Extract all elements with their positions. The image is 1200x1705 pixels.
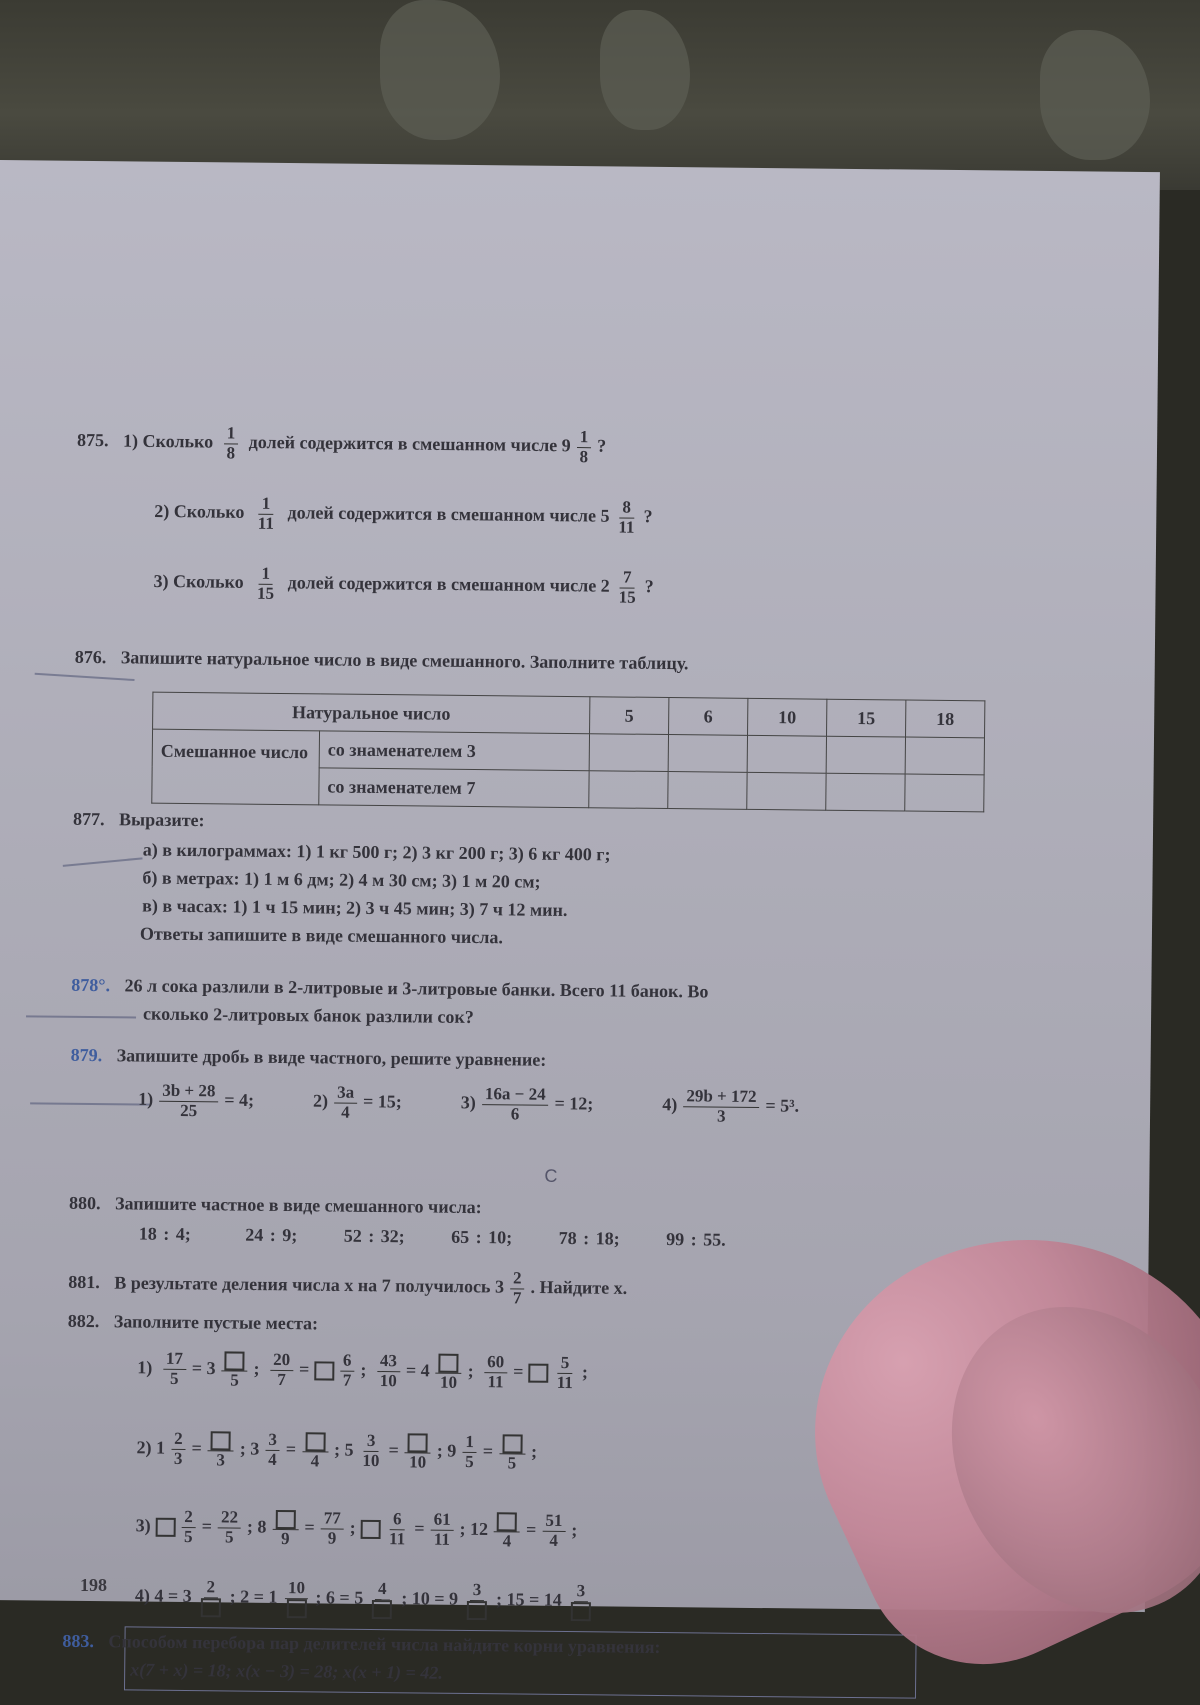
table-cell xyxy=(905,774,984,812)
fraction: $\frac{1}{11}$ xyxy=(257,493,275,533)
blank-box[interactable] xyxy=(408,1433,428,1452)
problem-877-c: в) в часах: 1) 1 ч 15 мин; 2) 3 ч 45 мин; 3) 7 ч 12 мин. xyxy=(142,895,568,920)
text: 2) Сколько xyxy=(154,500,245,522)
whole-part: 5 xyxy=(600,505,610,526)
table-cell xyxy=(589,771,668,809)
fraction: $\frac{1}{8}$ xyxy=(223,424,238,463)
blank-box[interactable] xyxy=(275,1510,295,1529)
table-cell xyxy=(668,772,747,810)
table-row-label: Смешанное число xyxy=(152,729,320,805)
text: 3) Сколько xyxy=(153,570,244,592)
fraction: $\frac{2}{7}$ xyxy=(510,1269,525,1308)
problem-877-note: Ответы запишите в виде смешанного числа. xyxy=(139,923,504,948)
problem-879-equations: 1) $\frac{3b + 28}{25}$ = 4; 2) $\frac{3a}{4}$ = 15; 3) $\frac{16a - 24}{6}$ = 12; 4) $\frac{29b + 172}{3}$ = 5³. xyxy=(138,1080,800,1126)
blank-box[interactable] xyxy=(528,1364,548,1383)
blank-box[interactable] xyxy=(439,1353,459,1372)
blank-box[interactable] xyxy=(211,1431,231,1450)
problem-number: 877. xyxy=(73,808,105,830)
blank-box[interactable] xyxy=(360,1520,380,1539)
problem-882-row-1: 1) $\frac{17}{5}$ = 3 5 ; $\frac{20}{7}$ = $\frac{6}{7}$ ; $\frac{43}{10}$ = 4 10 ; $\frac{60}{11}$ = $\frac{5}{11}$ ; xyxy=(137,1349,589,1393)
text: 1) Сколько xyxy=(122,430,214,452)
fill-table xyxy=(151,692,985,813)
table-col-header: 5 xyxy=(590,697,669,735)
problem-text: Способом перебора пар делителей числа найдите корни уравнения: xyxy=(108,1631,661,1657)
fraction: $\frac{3a}{4}$ xyxy=(334,1084,357,1123)
problem-877-b: б) в метрах: 1) 1 м 6 дм; 2) 4 м 30 см; 3) 1 м 20 см; xyxy=(142,867,541,892)
pencil-mark xyxy=(63,857,143,867)
problem-875-line-2 xyxy=(154,494,653,538)
problem-876 xyxy=(75,647,689,674)
table-cell xyxy=(905,737,984,775)
fraction: $\frac{7}{15}$ xyxy=(618,567,636,607)
pencil-mark xyxy=(26,1015,136,1018)
problem-text: Заполните пустые места: xyxy=(113,1311,319,1334)
table-cell xyxy=(747,772,826,810)
problem-882-row-2: 2) 1 $\frac{2}{3}$ = 3 ; 3 $\frac{3}{4}$ = 4 ; 5 $\frac{3}{10}$ = 10 ; 9 $\frac{1}{5}$ = 5 ; xyxy=(136,1429,538,1473)
blank-box[interactable] xyxy=(502,1434,522,1453)
text: долей содержится в смешанном числе xyxy=(287,502,597,526)
problem-880-title xyxy=(69,1193,482,1218)
text: ? xyxy=(597,435,607,456)
problem-number: 882. xyxy=(67,1310,100,1332)
problem-883-line-2: x(7 + x) = 18; x(x − 3) = 28; x(x + 1) = 42. xyxy=(130,1659,443,1683)
fraction: $\frac{1}{15}$ xyxy=(257,563,275,603)
problem-878-line-1 xyxy=(71,975,708,1003)
problem-text: Запишите натуральное число в виде смешанного. Заполните таблицу. xyxy=(120,647,689,674)
problem-number: 875. xyxy=(76,430,109,451)
problem-text: Запишите дробь в виде частного, решите уравнение: xyxy=(116,1045,547,1070)
pencil-mark xyxy=(35,673,135,681)
problem-number: 880. xyxy=(68,1192,101,1214)
section-mark: C xyxy=(544,1165,558,1186)
whole-part: 2 xyxy=(600,575,610,596)
blank-box[interactable] xyxy=(286,1599,306,1618)
table-col-header: 6 xyxy=(669,698,748,736)
problem-875-line-3 xyxy=(153,564,654,608)
problem-882-row-4: 4) 4 = 3 2 ; 2 = 1 10 ; 6 = 5 4 ; 10 = 9 3 ; 15 = 14 3 xyxy=(135,1577,600,1621)
blank-box[interactable] xyxy=(155,1518,175,1537)
blank-box[interactable] xyxy=(201,1598,221,1617)
text: ? xyxy=(643,506,653,527)
fraction: $\frac{29b + 172}{3}$ xyxy=(683,1087,760,1126)
table-cell xyxy=(747,735,826,773)
table-cell xyxy=(589,734,668,772)
problem-text: Запишите частное в виде смешанного числа: xyxy=(114,1193,482,1218)
problem-877-title xyxy=(73,809,205,831)
problem-878-line-2: сколько 2-литровых банок разлили сок? xyxy=(142,1003,474,1028)
table-col-header: 10 xyxy=(748,698,827,736)
page-number: 198 xyxy=(80,1575,107,1595)
blank-box[interactable] xyxy=(305,1432,325,1451)
problem-text: Выразите: xyxy=(118,809,205,831)
text: долей содержится в смешанном числе xyxy=(287,572,597,596)
problem-number: 879. xyxy=(70,1044,103,1066)
blank-box[interactable] xyxy=(497,1512,517,1531)
table-cell xyxy=(668,735,747,773)
table-header-label: Натуральное число xyxy=(153,692,590,734)
table-sub-label: со знаменателем 7 xyxy=(319,768,589,808)
blank-box[interactable] xyxy=(571,1602,591,1621)
blank-box[interactable] xyxy=(314,1361,334,1380)
problem-880-items: 18 : 4; 24 : 9; 52 : 32; 65 : 10; 78 : 18; 99 : 55. xyxy=(138,1223,726,1250)
blank-box[interactable] xyxy=(225,1351,245,1370)
blank-box[interactable] xyxy=(467,1601,487,1620)
text: долей содержится в смешанном числе xyxy=(248,431,558,456)
table-sub-label: со знаменателем 3 xyxy=(319,731,589,771)
problem-875-line-1 xyxy=(77,423,607,467)
fraction: $\frac{1}{8}$ xyxy=(576,428,591,467)
problem-number: 883. xyxy=(62,1630,95,1652)
problem-877-a: а) в килограммах: 1) 1 кг 500 г; 2) 3 кг 200 г; 3) 6 кг 400 г; xyxy=(142,839,611,865)
fraction: $\frac{16a - 24}{6}$ xyxy=(482,1085,549,1124)
table-cell xyxy=(826,773,905,811)
table-cell xyxy=(826,736,905,774)
problem-882-title xyxy=(68,1311,318,1335)
whole-part: 9 xyxy=(561,435,571,456)
problem-number: 876. xyxy=(74,646,107,668)
problem-881: 881. В результате деления числа x на 7 получилось 3 $\frac{2}{7}$ . Найдите x. xyxy=(68,1268,628,1308)
problem-text: 26 л сока разлили в 2-литровые и 3-литровые банки. Всего 11 банок. Во xyxy=(124,975,709,1002)
table-col-header: 15 xyxy=(827,699,906,737)
table-col-header: 18 xyxy=(906,700,985,738)
problem-number: 878°. xyxy=(71,974,111,996)
problem-number: 881. xyxy=(68,1272,100,1293)
pencil-mark xyxy=(30,1102,150,1105)
fraction: $\frac{3b + 28}{25}$ xyxy=(159,1082,219,1121)
problem-879-title xyxy=(71,1045,547,1071)
fraction: $\frac{8}{11}$ xyxy=(618,497,635,537)
problem-882-row-3: 3) $\frac{2}{5}$ = $\frac{22}{5}$ ; 8 9 = $\frac{77}{9}$ ; $\frac{6}{11}$ = $\frac{61}{11}$ ; 12 4 = $\frac{51}{4}$ ; xyxy=(135,1507,578,1551)
text: ? xyxy=(644,576,654,597)
blank-box[interactable] xyxy=(372,1600,392,1619)
